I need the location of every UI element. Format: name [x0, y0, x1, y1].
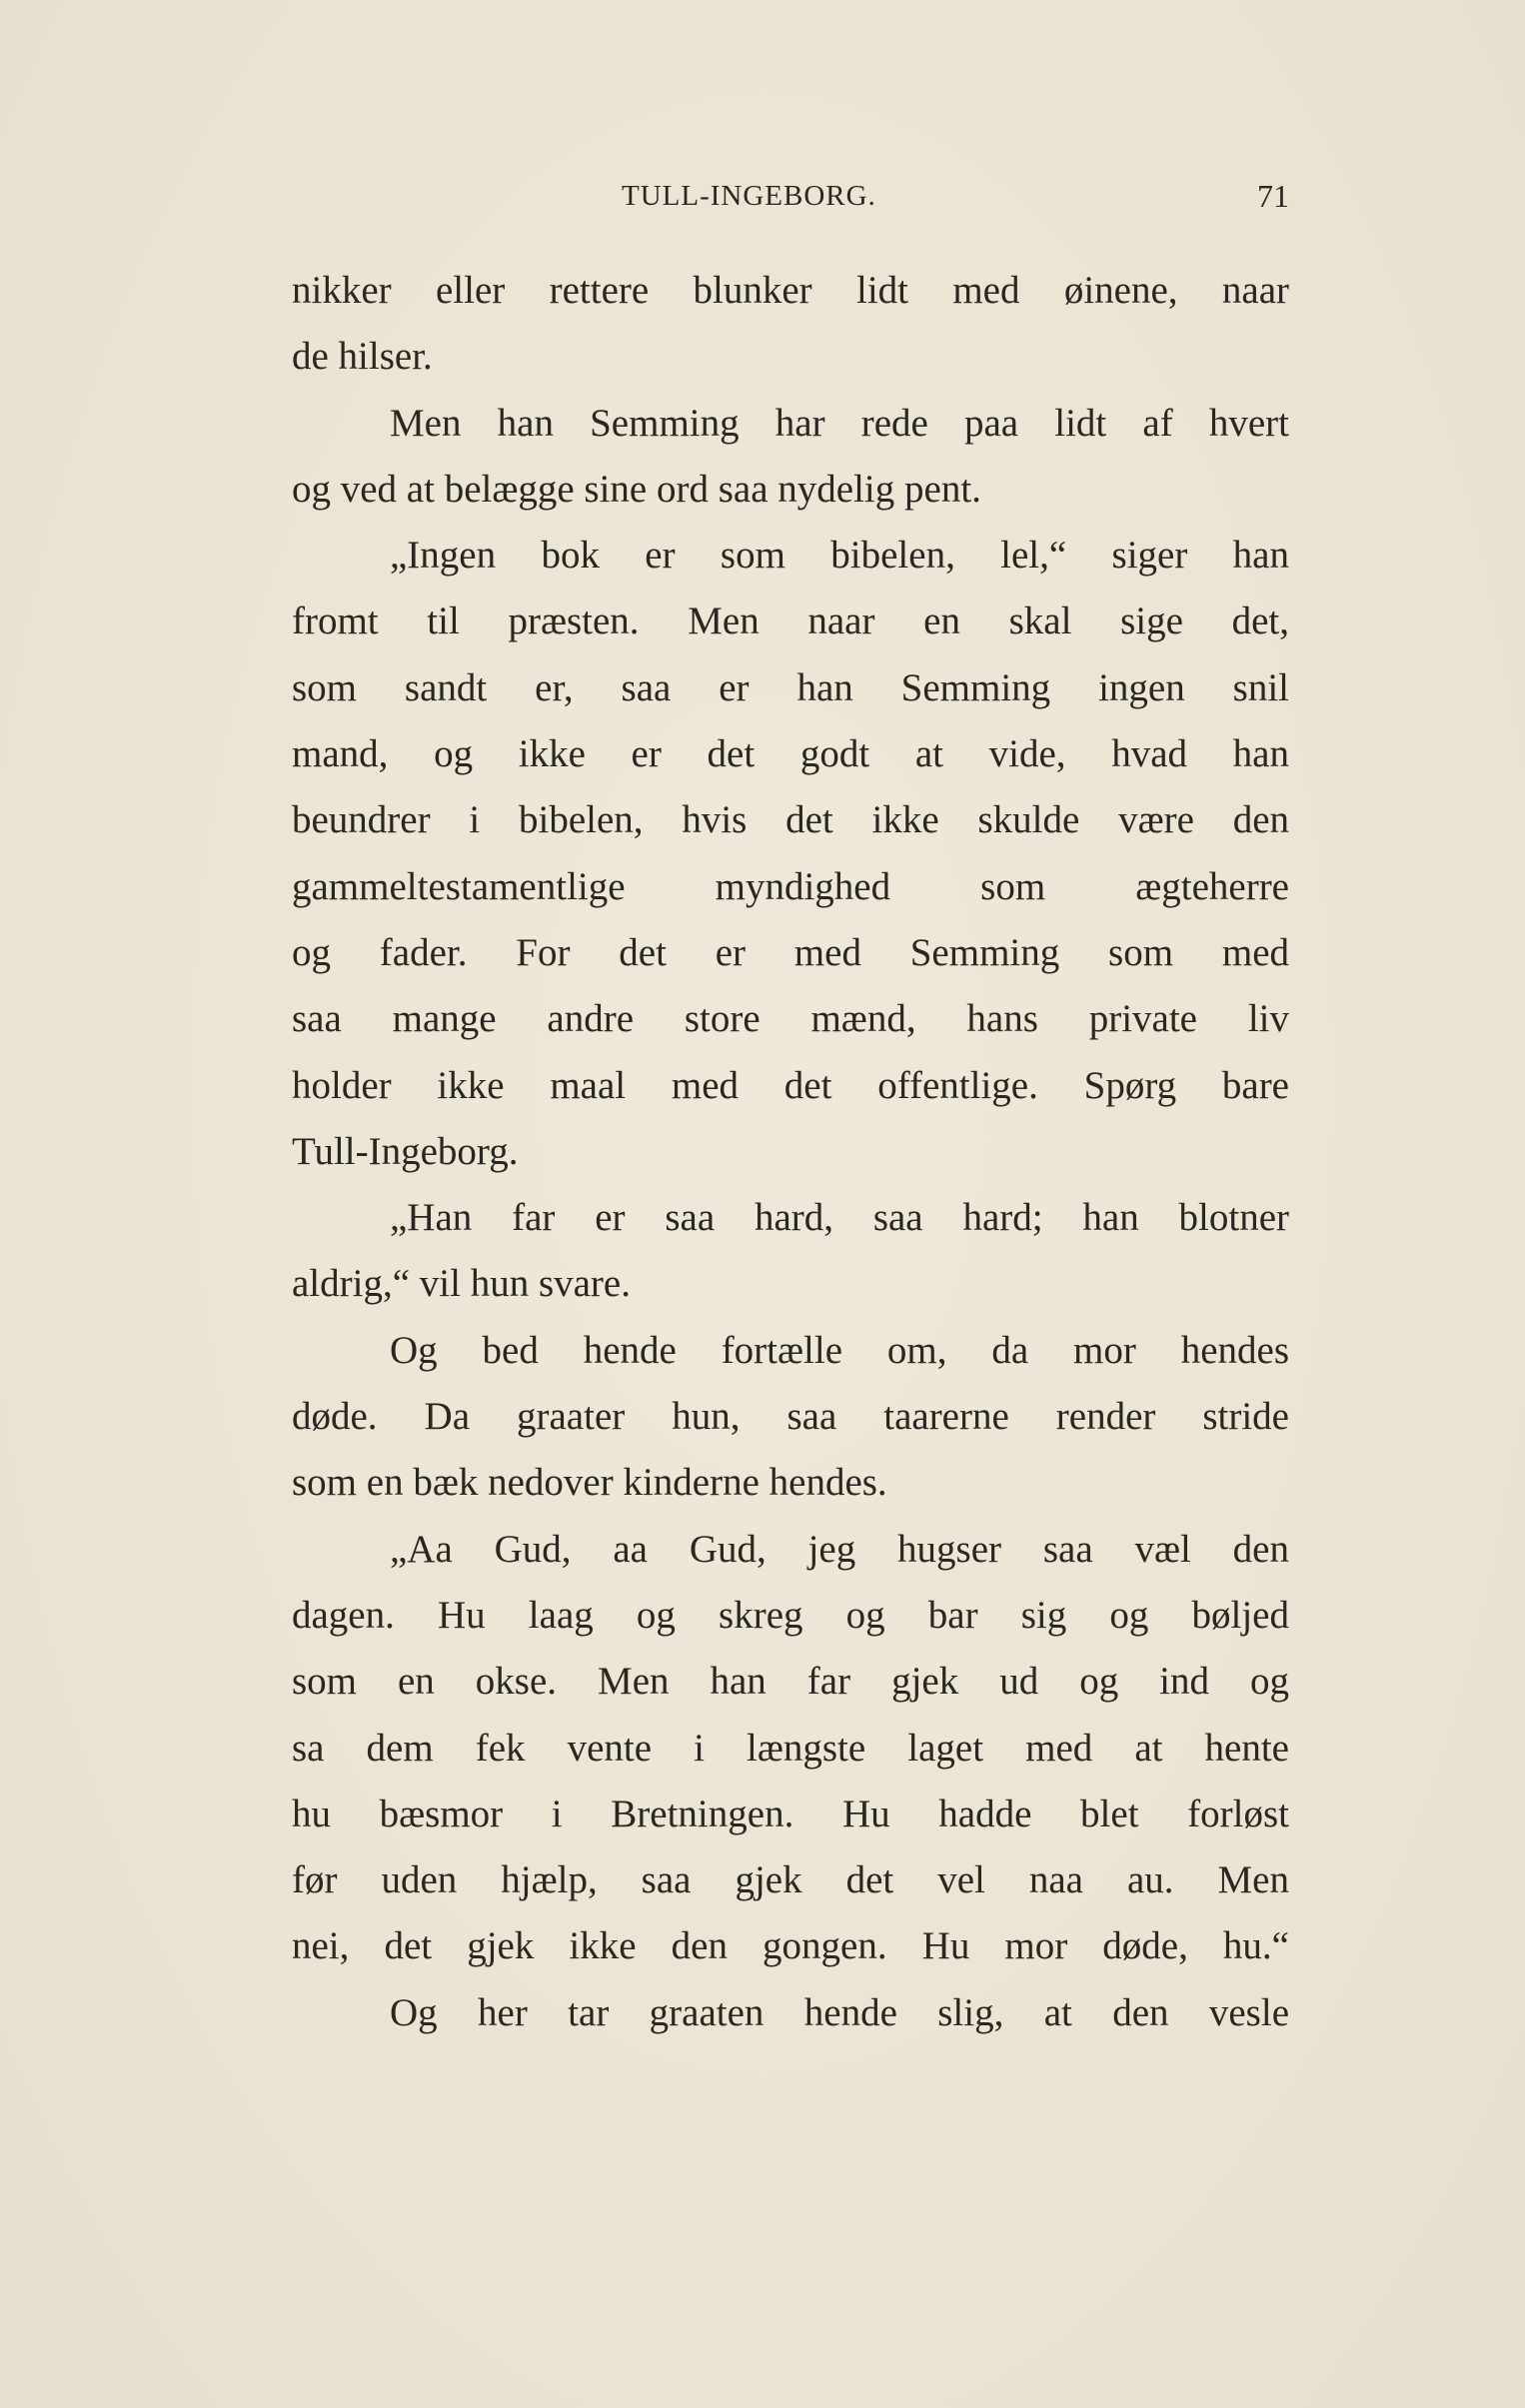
- text-line: sa dem fek vente i længste laget med at hente: [292, 1726, 1289, 1770]
- text-line: døde. Da graater hun, saa taarerne render stride: [292, 1395, 1289, 1439]
- text-line: dagen. Hu laag og skreg og bar sig og bøljed: [292, 1593, 1289, 1637]
- text-line: og fader. For det er med Semming som med: [292, 930, 1289, 974]
- text-line: Tull-Ingeborg.: [292, 1129, 519, 1173]
- text-line: og ved at belægge sine ord saa nydelig pent.: [292, 467, 981, 511]
- text-line: som sandt er, saa er han Semming ingen snil: [292, 665, 1289, 709]
- text-line: aldrig,“ vil hun svare.: [292, 1262, 631, 1306]
- text-line: som en bæk nedover kinderne hendes.: [292, 1461, 887, 1505]
- text-line: „Ingen bok er som bibelen, lel,“ siger han: [390, 534, 1289, 578]
- text-line: de hilser.: [292, 335, 433, 379]
- text-line: beundrer i bibelen, hvis det ikke skulde være den: [292, 798, 1289, 842]
- body-text: [292, 258, 1289, 2046]
- text-line: Og bed hende fortælle om, da mor hendes: [390, 1328, 1289, 1372]
- text-line: Og her tar graaten hende slig, at den vesle: [390, 1990, 1289, 2034]
- page-number: 71: [1257, 178, 1289, 214]
- text-line: nei, det gjek ikke den gongen. Hu mor døde, hu.“: [292, 1924, 1289, 1968]
- text-line: som en okse. Men han far gjek ud og ind og: [292, 1660, 1289, 1704]
- page-header: [292, 176, 1289, 216]
- text-line: holder ikke maal med det offentlige. Spørg bare: [292, 1063, 1289, 1107]
- text-line: Men han Semming har rede paa lidt af hvert: [390, 401, 1289, 445]
- text-line: nikker eller rettere blunker lidt med øinene, naar: [292, 269, 1289, 312]
- text-line: „Aa Gud, aa Gud, jeg hugser saa væl den: [390, 1527, 1289, 1571]
- running-title: TULL-INGEBORG.: [622, 180, 876, 212]
- text-line: hu bæsmor i Bretningen. Hu hadde blet forløst: [292, 1792, 1289, 1835]
- text-line: saa mange andre store mænd, hans private liv: [292, 997, 1289, 1041]
- text-line: fromt til præsten. Men naar en skal sige det,: [292, 600, 1289, 643]
- text-line: før uden hjælp, saa gjek det vel naa au. Men: [292, 1858, 1289, 1902]
- text-line: gammeltestamentlige myndighed som ægteherre: [292, 864, 1289, 908]
- text-line: mand, og ikke er det godt at vide, hvad han: [292, 732, 1289, 776]
- text-line: „Han far er saa hard, saa hard; han blotner: [390, 1196, 1289, 1240]
